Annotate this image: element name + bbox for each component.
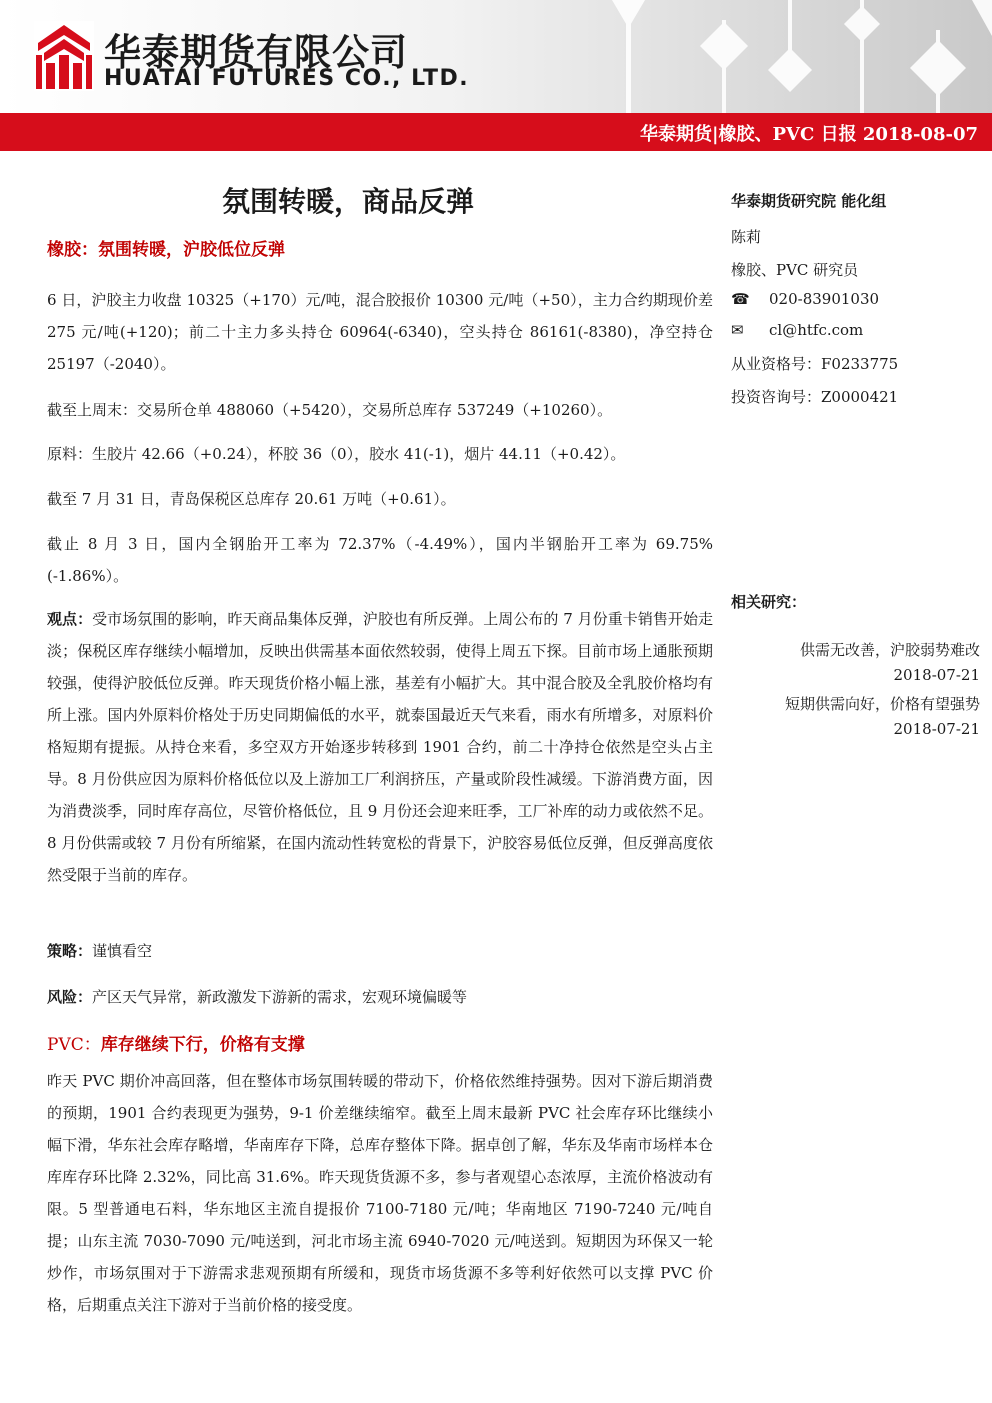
rubber-paragraph-warehouse: 截至上周末：交易所仓单 488060（+5420），交易所总库存 537249（+10260）。 xyxy=(47,401,613,419)
sidebar-email[interactable]: cl@htfc.com xyxy=(769,321,864,339)
view-label: 观点： xyxy=(47,610,93,628)
sidebar-consulting: 投资咨询号：Z0000421 xyxy=(731,388,899,406)
company-logo xyxy=(34,21,94,91)
related-item-title[interactable]: 短期供需向好，价格有望强势 xyxy=(784,695,980,713)
strategy-label: 策略： xyxy=(47,942,93,960)
rubber-paragraph-price: 6 日，沪胶主力收盘 10325（+170）元/吨，混合胶报价 10300 元/吨（+50），主力合约期现价差 275 元/吨(+120)；前二十主力多头持仓 60964(-6340)，空头持仓 86161(-8380)，净空持仓 25197（-2040）。 xyxy=(47,291,713,373)
pvc-paragraph: 昨天 PVC 期价冲高回落，但在整体市场氛围转暖的带动下，价格依然维持强势。因对下游后期消费的预期，1901 合约表现更为强势，9-1 价差继续缩窄。截至上周末最新 PVC 社会库存环比继续小幅下滑，华东社会库存略增，华南库存下降，总库存整体下降。据卓创了解，华东及华南市场样本仓库库存环比降 2.32%，同比高 31.6%。昨天现货货源不多，参与者观望心态浓厚，主流价格波动有限。5 型普通电石料，华东地区主流自提报价 7100-7180 元/吨；华南地区 7190-7240 元/吨自提；山东主流 7030-7090 元/吨送到，河北市场主流 6940-7020 元/吨送到。短期因为环保又一轮炒作，市场氛围对于下游需求悲观预期有所缓和，现货市场货源不多等利好依然可以支撑 PVC 价格，后期重点关注下游对于当前价格的接受度。 xyxy=(47,1072,713,1314)
strategy-text: 谨慎看空 xyxy=(92,942,153,960)
risk-text: 产区天气异常，新政激发下游新的需求，宏观环境偏暖等 xyxy=(92,988,468,1006)
pvc-heading-prefix: PVC： xyxy=(47,1035,101,1055)
related-item-title[interactable]: 供需无改善，沪胶弱势难改 xyxy=(799,641,980,659)
company-name-cn: 华泰期货有限公司 xyxy=(104,31,408,74)
rubber-strategy xyxy=(47,935,713,967)
related-heading: 相关研究： xyxy=(731,593,807,611)
sidebar-phone-row xyxy=(731,290,879,308)
phone-icon: ☎ xyxy=(731,290,750,308)
rubber-paragraph-raw-material: 原料：生胶片 42.66（+0.24），杯胶 36（0），胶水 41(-1)，烟片 44.11（+0.42）。 xyxy=(47,445,626,463)
sidebar-institute: 华泰期货研究院 能化组 xyxy=(731,192,887,210)
company-name-en: HUATAI FUTURES CO., LTD. xyxy=(104,66,470,91)
rubber-paragraph-bonded-stock: 截至 7 月 31 日，青岛保税区总库存 20.61 万吨（+0.61）。 xyxy=(47,490,456,508)
rubber-heading: 橡胶：氛围转暖，沪胶低位反弹 xyxy=(47,240,285,260)
sidebar-phone: 020-83901030 xyxy=(769,290,880,308)
sidebar-role: 橡胶、PVC 研究员 xyxy=(731,261,859,279)
view-text: 受市场氛围的影响，昨天商品集体反弹，沪胶也有所反弹。上周公布的 7 月份重卡销售开始走淡；保税区库存继续小幅增加，反映出供需基本面依然较弱，使得上周五下探。目前市场上通胀预期较强，使得沪胶低位反弹。昨天现货价格小幅上涨，基差有小幅扩大。其中混合胶及全乳胶价格均有所上涨。国内外原料价格处于历史同期偏低的水平，就泰国最近天气来看，雨水有所增多，对原料价格短期有提振。从持仓来看，多空双方开始逐步转移到 1901 合约，前二十净持仓依然是空头占主导。8 月份供应因为原料价格低位以及上游加工厂利润挤压，产量或阶段性减缓。下游消费方面，因为消费淡季，同时库存高位，尽管价格低位，且 9 月份还会迎来旺季，工厂补库的动力或依然不足。8 月份供需或较 7 月份有所缩紧，在国内流动性转宽松的背景下，沪胶容易低位反弹，但反弹高度依然受限于当前的库存。 xyxy=(47,610,713,884)
sidebar-email-row xyxy=(731,321,863,339)
rubber-risk xyxy=(47,981,713,1013)
rubber-paragraph-tyre-rate: 截止 8 月 3 日，国内全钢胎开工率为 72.37%（-4.49%），国内半钢胎开工率为 69.75%(-1.86%）。 xyxy=(47,535,713,585)
rubber-view xyxy=(47,603,713,891)
header-band xyxy=(0,0,992,113)
related-item-date: 2018-07-21 xyxy=(893,666,980,684)
pvc-heading xyxy=(47,1030,305,1055)
risk-label: 风险： xyxy=(47,988,93,1006)
report-title: 氛围转暖，商品反弹 xyxy=(222,185,475,218)
sidebar-qualification: 从业资格号：F0233775 xyxy=(731,355,899,373)
pvc-heading-text: 库存继续下行，价格有支撑 xyxy=(100,1035,305,1055)
email-icon: ✉ xyxy=(731,321,744,339)
sidebar-author: 陈莉 xyxy=(731,228,762,246)
related-item-date: 2018-07-21 xyxy=(893,720,980,738)
report-banner-text: 华泰期货|橡胶、PVC 日报 2018-08-07 xyxy=(639,124,978,145)
